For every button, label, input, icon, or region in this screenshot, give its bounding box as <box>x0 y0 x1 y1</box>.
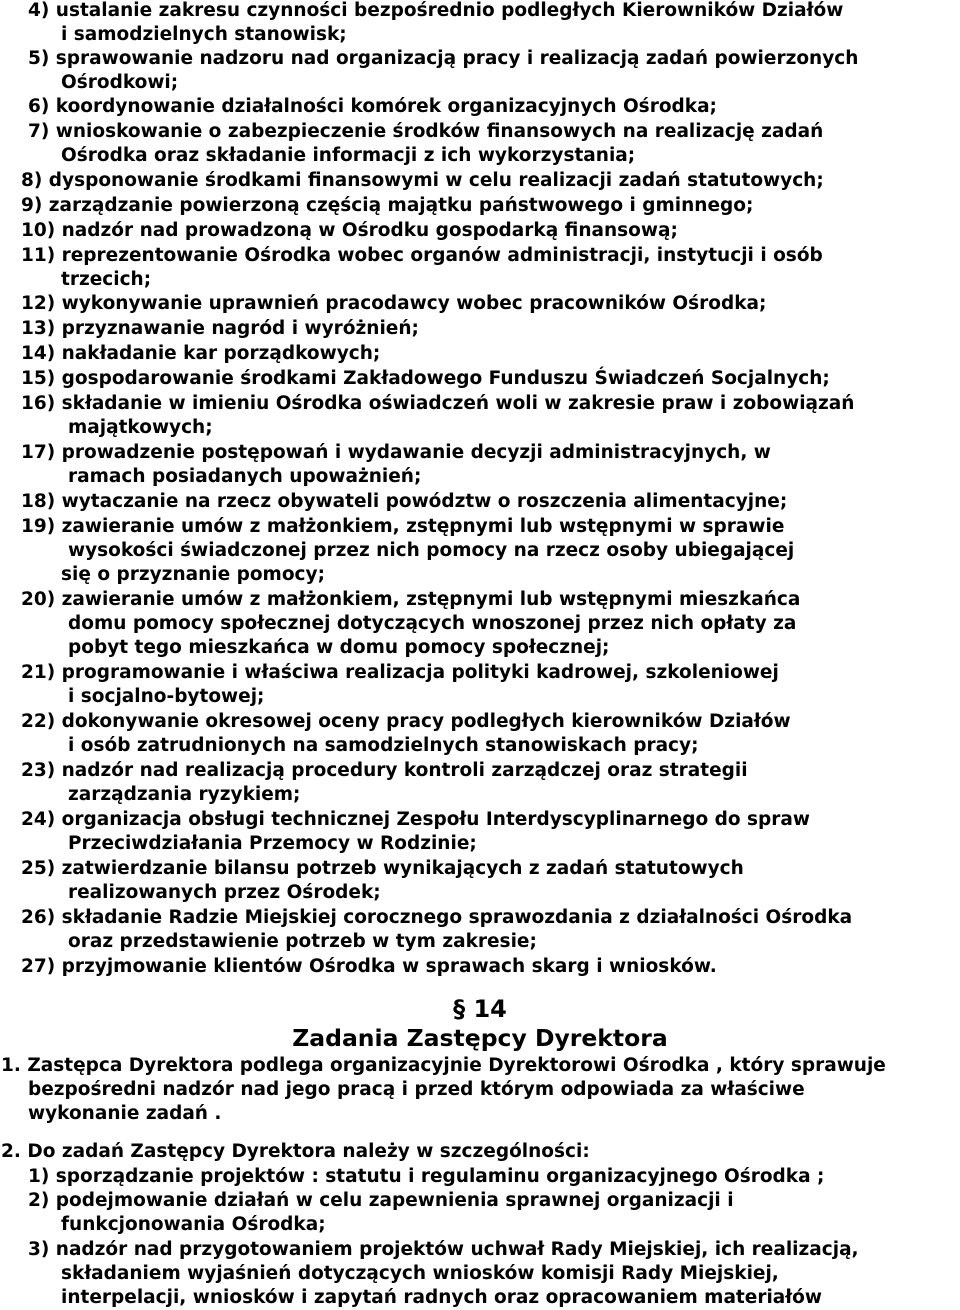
list-item-line: 26) składanie Radzie Miejskiej corocznego sprawozdania z działalności Ośrodka <box>21 907 853 928</box>
list-item-line: 6) koordynowanie działalności komórek organizacyjnych Ośrodka; <box>28 96 717 117</box>
sub-list-item-line: składaniem wyjaśnień dotyczących wniosków komisji Rady Miejskiej, <box>61 1263 779 1284</box>
list-item-line: wysokości świadczonej przez nich pomocy na rzecz osoby ubiegającej <box>68 540 795 561</box>
sub-list-item-line: 1) sporządzanie projektów : statutu i regulaminu organizacyjnego Ośrodka ; <box>28 1166 825 1187</box>
list-item-line: 20) zawieranie umów z małżonkiem, zstępnymi lub wstępnymi mieszkańca <box>21 589 801 610</box>
list-item-line: realizowanych przez Ośrodek; <box>68 882 381 903</box>
list-item-line: 18) wytaczanie na rzecz obywateli powództw o roszczenia alimentacyjne; <box>21 491 788 512</box>
section-title: Zadania Zastępcy Dyrektora <box>292 1024 668 1052</box>
list-item-line: Ośrodka oraz składanie informacji z ich wykorzystania; <box>61 145 636 166</box>
section-number: § 14 <box>453 995 507 1023</box>
list-item-line: ramach posiadanych upoważnień; <box>68 466 422 487</box>
list-item-line: majątkowych; <box>68 417 213 438</box>
list-item-line: 25) zatwierdzanie bilansu potrzeb wynikających z zadań statutowych <box>21 858 744 879</box>
paragraph-line: 2. Do zadań Zastępcy Dyrektora należy w szczególności: <box>1 1141 590 1162</box>
list-item-line: 7) wnioskowanie o zabezpieczenie środków finansowych na realizację zadań <box>28 121 824 142</box>
list-item-line: 11) reprezentowanie Ośrodka wobec organów administracji, instytucji i osób <box>21 245 823 266</box>
list-item-line: 5) sprawowanie nadzoru nad organizacją pracy i realizacją zadań powierzonych <box>28 48 859 69</box>
list-item-line: oraz przedstawienie potrzeb w tym zakresie; <box>68 931 537 952</box>
list-item-line: i osób zatrudnionych na samodzielnych stanowiskach pracy; <box>68 735 699 756</box>
sub-list-item-line: 2) podejmowanie działań w celu zapewnienia sprawnej organizacji i <box>28 1190 734 1211</box>
list-item-line: 15) gospodarowanie środkami Zakładowego Funduszu Świadczeń Socjalnych; <box>21 368 830 389</box>
list-item-line: 17) prowadzenie postępowań i wydawanie decyzji administracyjnych, w <box>21 442 771 463</box>
list-item-line: pobyt tego mieszkańca w domu pomocy społecznej; <box>68 637 610 658</box>
list-item-line: 23) nadzór nad realizacją procedury kontroli zarządczej oraz strategii <box>21 760 748 781</box>
sub-list-item-line: funkcjonowania Ośrodka; <box>61 1214 326 1235</box>
list-item-line: trzecich; <box>61 269 152 290</box>
list-item-line: 12) wykonywanie uprawnień pracodawcy wobec pracowników Ośrodka; <box>21 293 767 314</box>
list-item-line: domu pomocy społecznej dotyczących wnoszonej przez nich opłaty za <box>68 613 797 634</box>
list-item-line: 19) zawieranie umów z małżonkiem, zstępnymi lub wstępnymi w sprawie <box>21 516 785 537</box>
sub-list-item-line: interpelacji, wniosków i zapytań radnych oraz opracowaniem materiałów <box>61 1287 822 1308</box>
list-item-line: 24) organizacja obsługi technicznej Zespołu Interdyscyplinarnego do spraw <box>21 809 810 830</box>
list-item-line: 10) nadzór nad prowadzoną w Ośrodku gospodarką finansową; <box>21 220 678 241</box>
list-item-line: 9) zarządzanie powierzoną częścią majątku państwowego i gminnego; <box>21 195 754 216</box>
paragraph-line: wykonanie zadań . <box>28 1103 222 1124</box>
list-item-line: 16) składanie w imieniu Ośrodka oświadczeń woli w zakresie praw i zobowiązań <box>21 393 855 414</box>
list-item-line: 8) dysponowanie środkami finansowymi w celu realizacji zadań statutowych; <box>21 170 824 191</box>
paragraph-line: 1. Zastępca Dyrektora podlega organizacyjnie Dyrektorowi Ośrodka , który sprawuje <box>1 1055 886 1076</box>
list-item-line: 27) przyjmowanie klientów Ośrodka w sprawach skarg i wniosków. <box>21 956 717 977</box>
list-item-line: 21) programowanie i właściwa realizacja polityki kadrowej, szkoleniowej <box>21 662 779 683</box>
paragraph-line: bezpośredni nadzór nad jego pracą i przed którym odpowiada za właściwe <box>28 1079 805 1100</box>
list-item-line: 4) ustalanie zakresu czynności bezpośrednio podległych Kierowników Działów <box>28 0 844 21</box>
sub-list-item-line: 3) nadzór nad przygotowaniem projektów uchwał Rady Miejskiej, ich realizacją, <box>28 1239 859 1260</box>
list-item-line: Przeciwdziałania Przemocy w Rodzinie; <box>68 833 477 854</box>
list-item-line: i socjalno-bytowej; <box>68 686 265 707</box>
list-item-line: się o przyznanie pomocy; <box>61 564 325 585</box>
list-item-line: i samodzielnych stanowisk; <box>61 24 347 45</box>
list-item-line: 14) nakładanie kar porządkowych; <box>21 343 381 364</box>
list-item-line: zarządzania ryzykiem; <box>68 784 301 805</box>
list-item-line: 13) przyznawanie nagród i wyróżnień; <box>21 318 419 339</box>
list-item-line: 22) dokonywanie okresowej oceny pracy podległych kierowników Działów <box>21 711 791 732</box>
list-item-line: Ośrodkowi; <box>61 72 179 93</box>
